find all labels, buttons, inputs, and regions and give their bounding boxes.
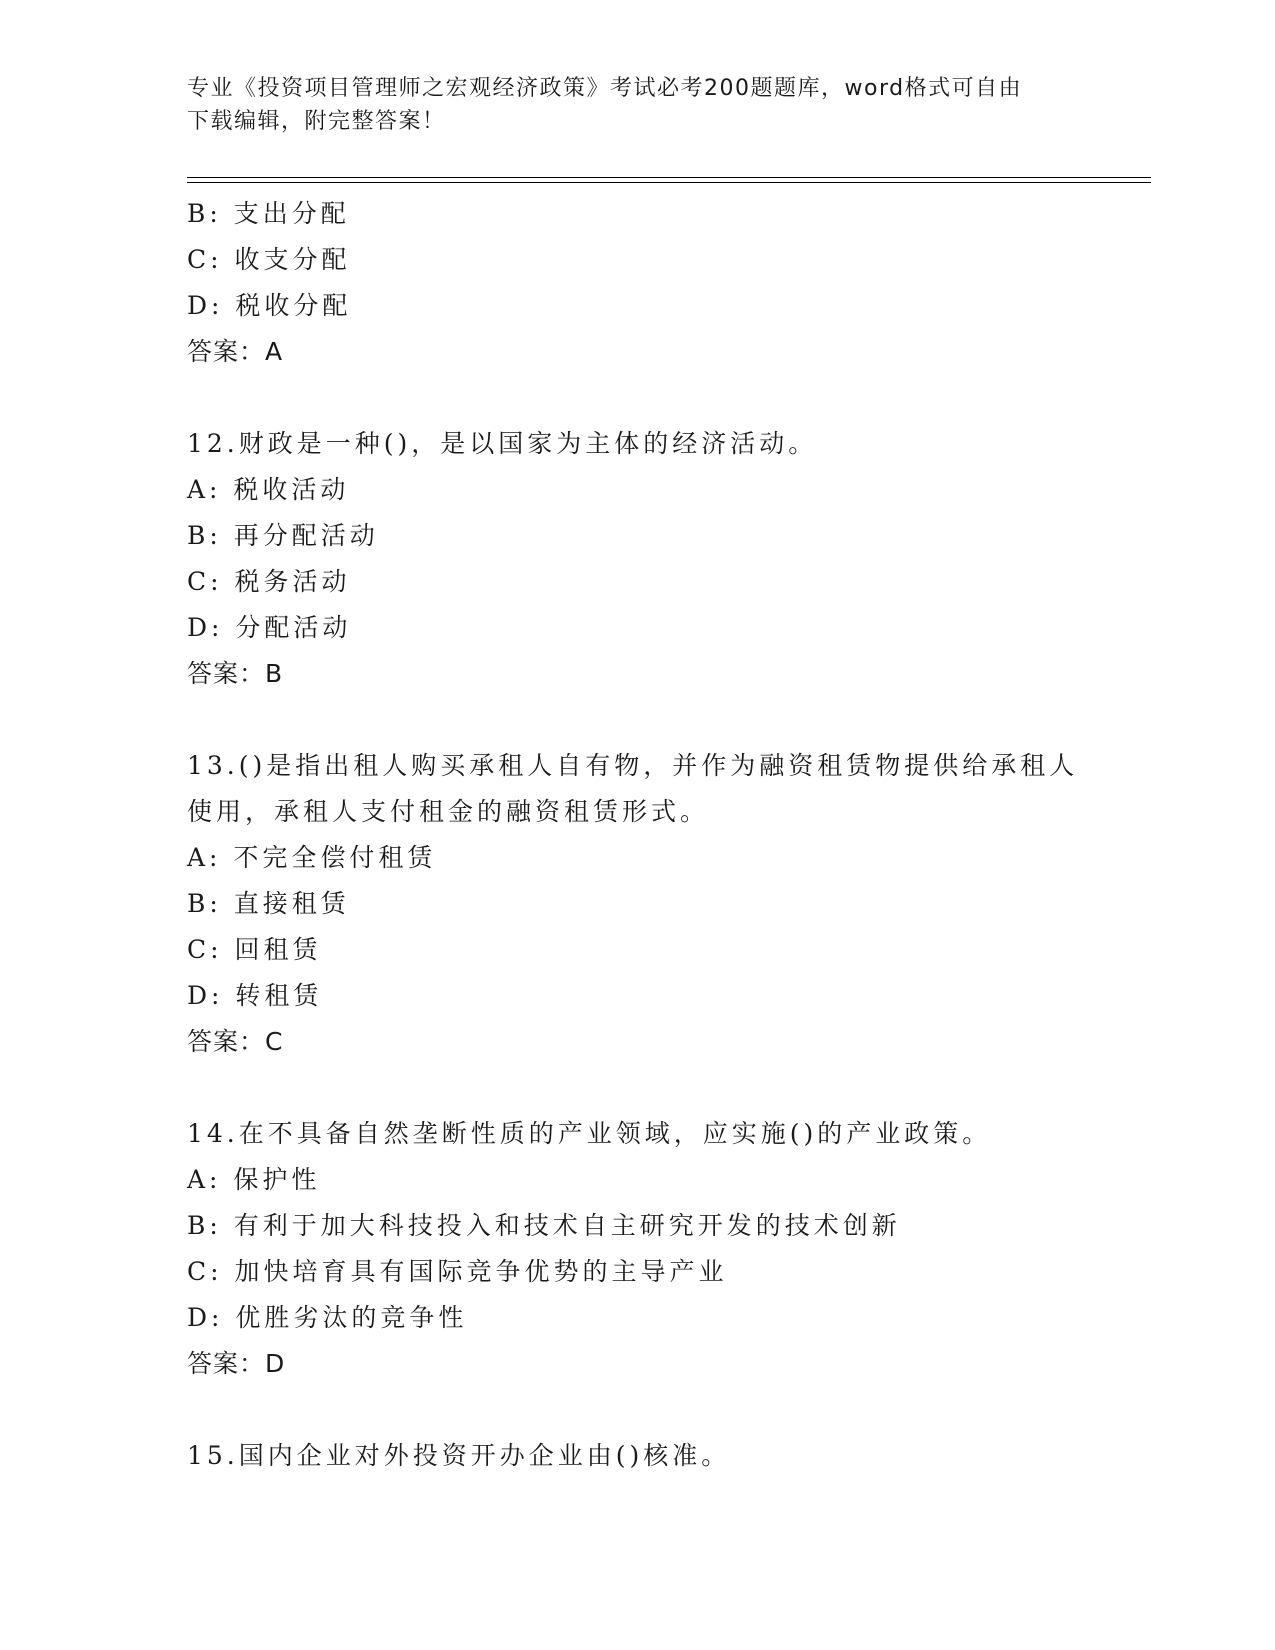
option-c: C: 税务活动 <box>187 567 351 596</box>
spacer <box>187 1065 1127 1111</box>
answer: 答案：C <box>187 1027 284 1056</box>
option-d: D: 优胜劣汰的竞争性 <box>187 1303 468 1332</box>
answer: 答案：D <box>187 1349 286 1378</box>
question-12 <box>187 421 1127 697</box>
question-stem: 15.国内企业对外投资开办企业由()核准。 <box>187 1441 731 1470</box>
option-d: D: 税收分配 <box>187 291 352 320</box>
option-a: A: 保护性 <box>187 1165 321 1194</box>
question-stem: 14.在不具备自然垄断性质的产业领域，应实施()的产业政策。 <box>187 1119 992 1148</box>
spacer <box>187 697 1127 743</box>
option-b: B: 再分配活动 <box>187 521 379 550</box>
question-stem: 12.财政是一种()，是以国家为主体的经济活动。 <box>187 429 818 458</box>
document-header <box>187 72 1087 138</box>
option-b: B: 直接租赁 <box>187 889 350 918</box>
spacer <box>187 375 1127 421</box>
answer: 答案：B <box>187 659 284 688</box>
option-c: C: 回租赁 <box>187 935 322 964</box>
option-b: B: 支出分配 <box>187 199 350 228</box>
question-13 <box>187 743 1127 1065</box>
question-11-continued <box>187 191 1127 375</box>
header-line-1: 专业《投资项目管理师之宏观经济政策》考试必考200题题库，word格式可自由 <box>187 76 1023 101</box>
option-a: A: 不完全偿付租赁 <box>187 843 437 872</box>
question-content <box>187 191 1127 1479</box>
option-c: C: 加快培育具有国际竞争优势的主导产业 <box>187 1257 728 1286</box>
option-d: D: 转租赁 <box>187 981 323 1010</box>
header-line-2: 下载编辑，附完整答案！ <box>187 109 446 134</box>
answer: 答案：A <box>187 337 284 366</box>
spacer <box>187 1387 1127 1433</box>
question-stem-line-2: 使用，承租人支付租金的融资租赁形式。 <box>187 797 710 826</box>
option-c: C: 收支分配 <box>187 245 351 274</box>
question-14 <box>187 1111 1127 1387</box>
option-d: D: 分配活动 <box>187 613 352 642</box>
option-b: B: 有利于加大科技投入和技术自主研究开发的技术创新 <box>187 1211 901 1240</box>
header-divider-bottom <box>187 182 1151 183</box>
question-stem-line-1: 13.()是指出租人购买承租人自有物，并作为融资租赁物提供给承租人 <box>187 751 1079 780</box>
option-a: A: 税收活动 <box>187 475 350 504</box>
question-15 <box>187 1433 1127 1479</box>
header-divider-top <box>187 177 1151 178</box>
